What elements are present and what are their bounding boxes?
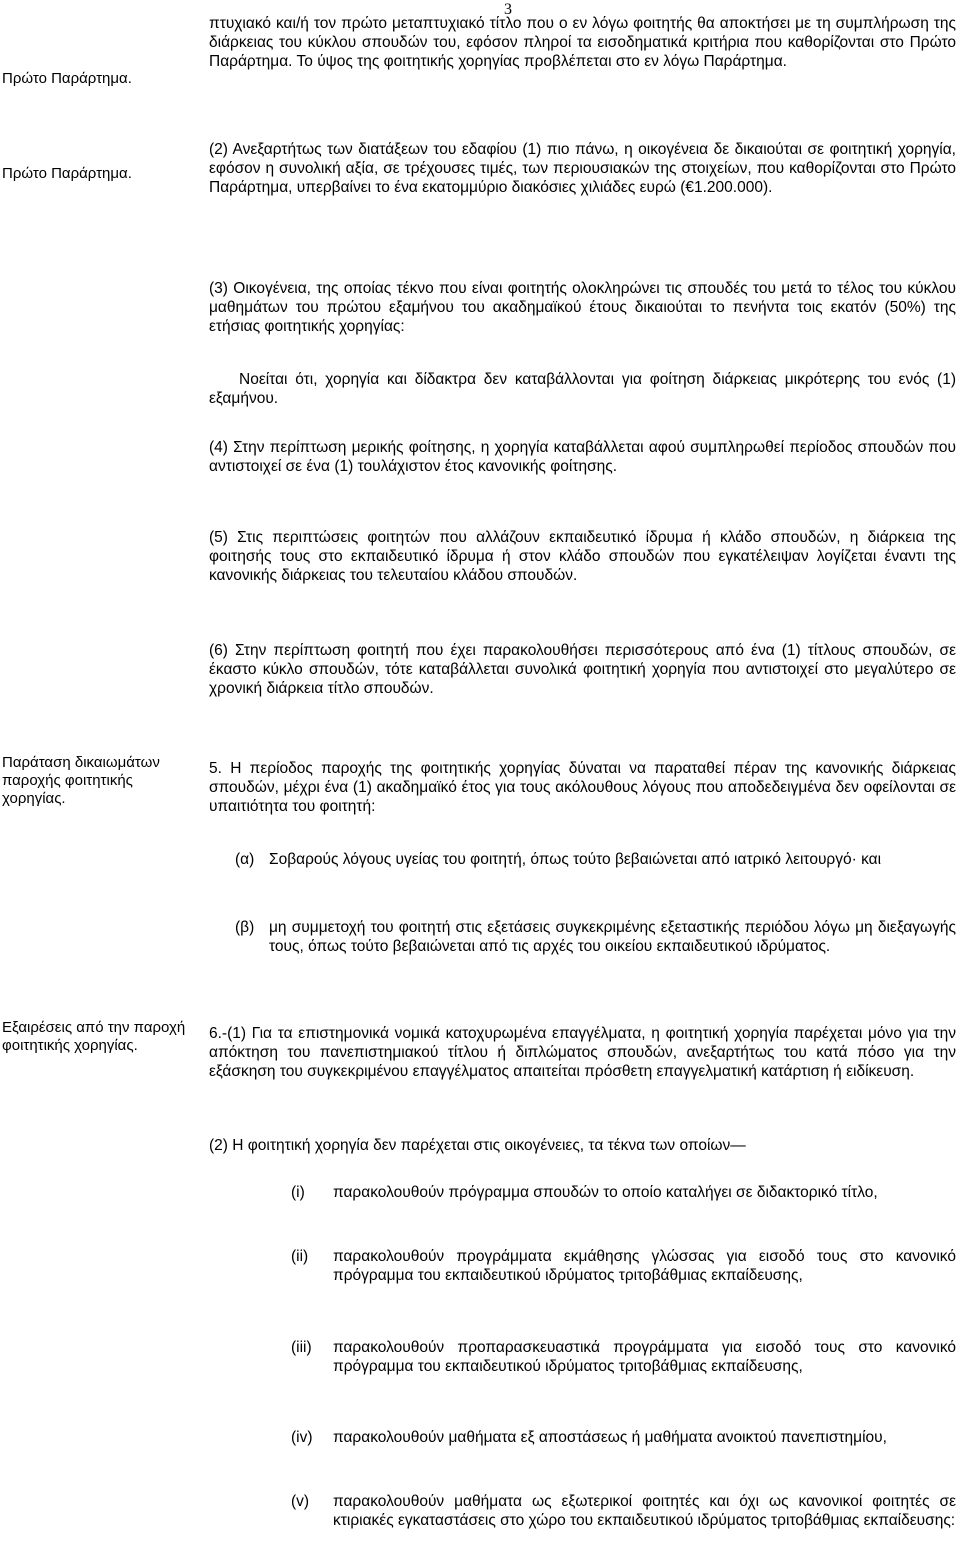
- margin-note-extension: Παράταση δικαιωμάτων παροχής φοιτητικής χορηγίας.: [2, 754, 160, 807]
- paragraph-5: (5) Στις περιπτώσεις φοιτητών που αλλάζουν εκπαιδευτικό ίδρυμα ή κλάδο σπουδών, η διάρκεια της φοιτησής τους στο εκπαιδευτικό ίδρυμα ή στον κλάδο σπουδών που εγκατέλειψαν λογίζεται έναντι της κανονικής διάρκειας του τελευταίου κλάδου σπουδών.: [209, 529, 956, 584]
- paragraph-6: (6) Στην περίπτωση φοιτητή που έχει παρακολουθήσει περισσότερους από ένα (1) τίτλους σπουδών, σε έκαστο κύκλο σπουδών, τότε καταβάλλεται συνολικά φοιτητική χορηγία που αντιστοιχεί στο μεγαλύτερο σε χρονική διάρκεια τίτλο σπουδών.: [209, 642, 956, 697]
- margin-note-exceptions: Εξαιρέσεις από την παροχή φοιτητικής χορηγίας.: [2, 1019, 186, 1054]
- section-5: 5. Η περίοδος παροχής της φοιτητικής χορηγίας δύναται να παραταθεί πέραν της κανονικής διάρκειας σπουδών, μέχρι ένα (1) ακαδημαϊκό έτος για τους ακόλουθους λόγους που αποδεδειγμένα δεν οφείλονται σε υπαιτιότητα του φοιτητή:: [209, 760, 956, 815]
- list-item-label: (v): [291, 1493, 310, 1510]
- list-item-text: παρακολουθούν προγράμματα εκμάθησης γλώσσας για εισοδό τους στο κανονικό πρόγραμμα του εκπαιδευτικού ιδρύματος τριτοβάθμιας εκπαίδευσης,: [333, 1248, 956, 1284]
- paragraph-2: (2) Ανεξαρτήτως των διατάξεων του εδαφίου (1) πιο πάνω, η οικογένεια δε δικαιούται σε φοιτητική χορηγία, εφόσον η συνολική αξία, σε τρέχουσες τιμές, των περιουσιακών της στοιχείων, που καθορίζονται στο Πρώτο Παράρτημα, υπερβαίνει το ένα εκατομμύριο διακόσιες χιλιάδες ευρώ (€1.200.000).: [209, 141, 956, 196]
- list-item-text: παρακολουθούν προπαρασκευαστικά προγράμματα για εισοδό τους στο κανονικό πρόγραμμα του εκπαιδευτικού ιδρύματος τριτοβάθμιας εκπαίδευσης,: [333, 1339, 956, 1375]
- list-item-text: παρακολουθούν πρόγραμμα σπουδών το οποίο καταλήγει σε διδακτορικό τίτλο,: [333, 1184, 878, 1201]
- list-item-text: παρακολουθούν μαθήματα ως εξωτερικοί φοιτητές και όχι ως κανονικοί φοιτητές σε κτιριακές εγκαταστάσεις στο χώρο του εκπαιδευτικού ιδρύματος τριτοβάθμιας εκπαίδευσης:: [333, 1493, 956, 1529]
- list-item-text: μη συμμετοχή του φοιτητή στις εξετάσεις συγκεκριμένης εξεταστικής περιόδου λόγω μη διεξαγωγής τους, όπως τούτο βεβαιώνεται από τις αρχές του οικείου εκπαιδευτικού ιδρύματος.: [269, 919, 956, 955]
- list-item-label: (iii): [291, 1339, 312, 1356]
- paragraph-3-proviso: Νοείται ότι, χορηγία και δίδακτρα δεν καταβάλλονται για φοίτηση διάρκειας μικρότερης του ενός (1) εξαμήνου.: [209, 371, 956, 407]
- margin-note-first-annex: Πρώτο Παράρτημα.: [2, 70, 132, 87]
- list-item-label: (β): [235, 919, 255, 936]
- section-6: 6.-(1) Για τα επιστημονικά νομικά κατοχυρωμένα επαγγέλματα, η φοιτητική χορηγία παρέχεται μόνο για την απόκτηση του πανεπιστημιακού τίτλου ή διπλώματος σπουδών, ανεξαρτήτως του κατά πόσο για την εξάσκηση του συγκεκριμένου επαγγέλματος απαιτείται πρόσθετη επαγγελματική κατάρτιση ή ειδίκευση.: [209, 1025, 956, 1080]
- list-item-label: (ii): [291, 1248, 309, 1265]
- list-item-label: (α): [235, 851, 255, 868]
- paragraph-4: (4) Στην περίπτωση μερικής φοίτησης, η χορηγία καταβάλλεται αφού συμπληρωθεί περίοδος σπουδών που αντιστοιχεί σε ένα (1) τουλάχιστον έτος κανονικής φοίτησης.: [209, 439, 956, 475]
- list-item-label: (i): [291, 1184, 305, 1201]
- list-item-text: Σοβαρούς λόγους υγείας του φοιτητή, όπως τούτο βεβαιώνεται από ιατρικό λειτουργό· και: [269, 851, 882, 868]
- margin-note-first-annex-2: Πρώτο Παράρτημα.: [2, 165, 132, 182]
- page-number: 3: [504, 1, 512, 18]
- list-item-text: παρακολουθούν μαθήματα εξ αποστάσεως ή μαθήματα ανοικτού πανεπιστημίου,: [333, 1429, 887, 1446]
- list-item-label: (iv): [291, 1429, 313, 1446]
- paragraph-intro: πτυχιακό και/ή τον πρώτο μεταπτυχιακό τίτλο που ο εν λόγω φοιτητής θα αποκτήσει με τη συμπλήρωση της διάρκειας του κύκλου σπουδών του, εφόσον πληροί τα εισοδηματικά κριτήρια που καθορίζονται στο Πρώτο Παράρτημα. Το ύψος της φοιτητικής χορηγίας προβλέπεται στο εν λόγω Παράρτημα.: [209, 15, 956, 70]
- paragraph-3: (3) Οικογένεια, της οποίας τέκνο που είναι φοιτητής ολοκληρώνει τις σπουδές του μετά το τέλος του κύκλου μαθημάτων του πρώτου εξαμήνου του ακαδημαϊκού έτους δικαιούται το πενήντα τοις εκατόν (50%) της ετήσιας φοιτητικής χορηγίας:: [209, 280, 956, 335]
- section-6-subsection-2: (2) Η φοιτητική χορηγία δεν παρέχεται στις οικογένειες, τα τέκνα των οποίων—: [209, 1137, 746, 1154]
